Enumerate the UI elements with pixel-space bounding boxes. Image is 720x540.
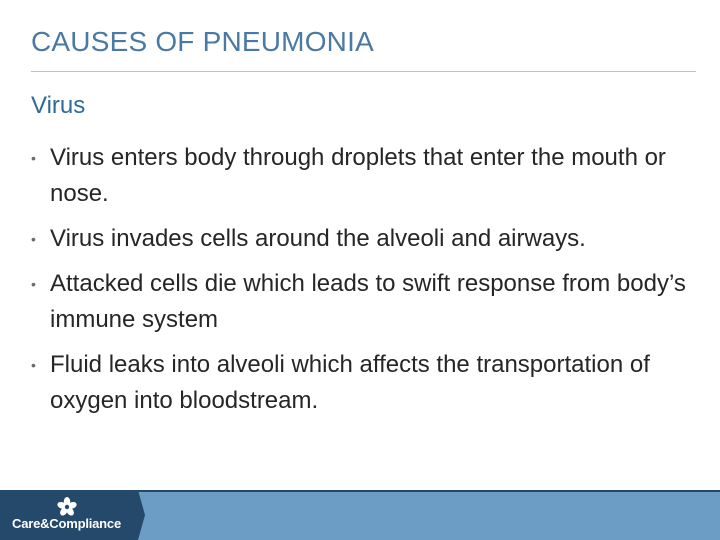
bullet-marker: • [31,150,36,166]
bullet-marker: • [31,357,36,373]
bullet-text: Virus invades cells around the alveoli and airways. [50,225,586,252]
flower-icon [56,496,78,518]
bullet-text: Attacked cells die which leads to swift response from body’s immune system [50,270,686,333]
bullet-item [31,140,691,212]
section-heading: Virus [31,92,86,119]
bullet-item [31,221,691,257]
bullet-marker: • [31,276,36,292]
title-divider [31,71,696,72]
bullet-item [31,347,691,419]
bullet-text: Virus enters body through droplets that enter the mouth or nose. [50,144,666,207]
bullet-marker: • [31,231,36,247]
bullet-item [31,266,691,338]
bullet-list [31,140,691,428]
bullet-text: Fluid leaks into alveoli which affects the transportation of oxygen into bloodstream. [50,351,650,414]
slide-title: CAUSES OF PNEUMONIA [31,26,374,57]
logo-text: Care&Compliance [12,516,121,531]
